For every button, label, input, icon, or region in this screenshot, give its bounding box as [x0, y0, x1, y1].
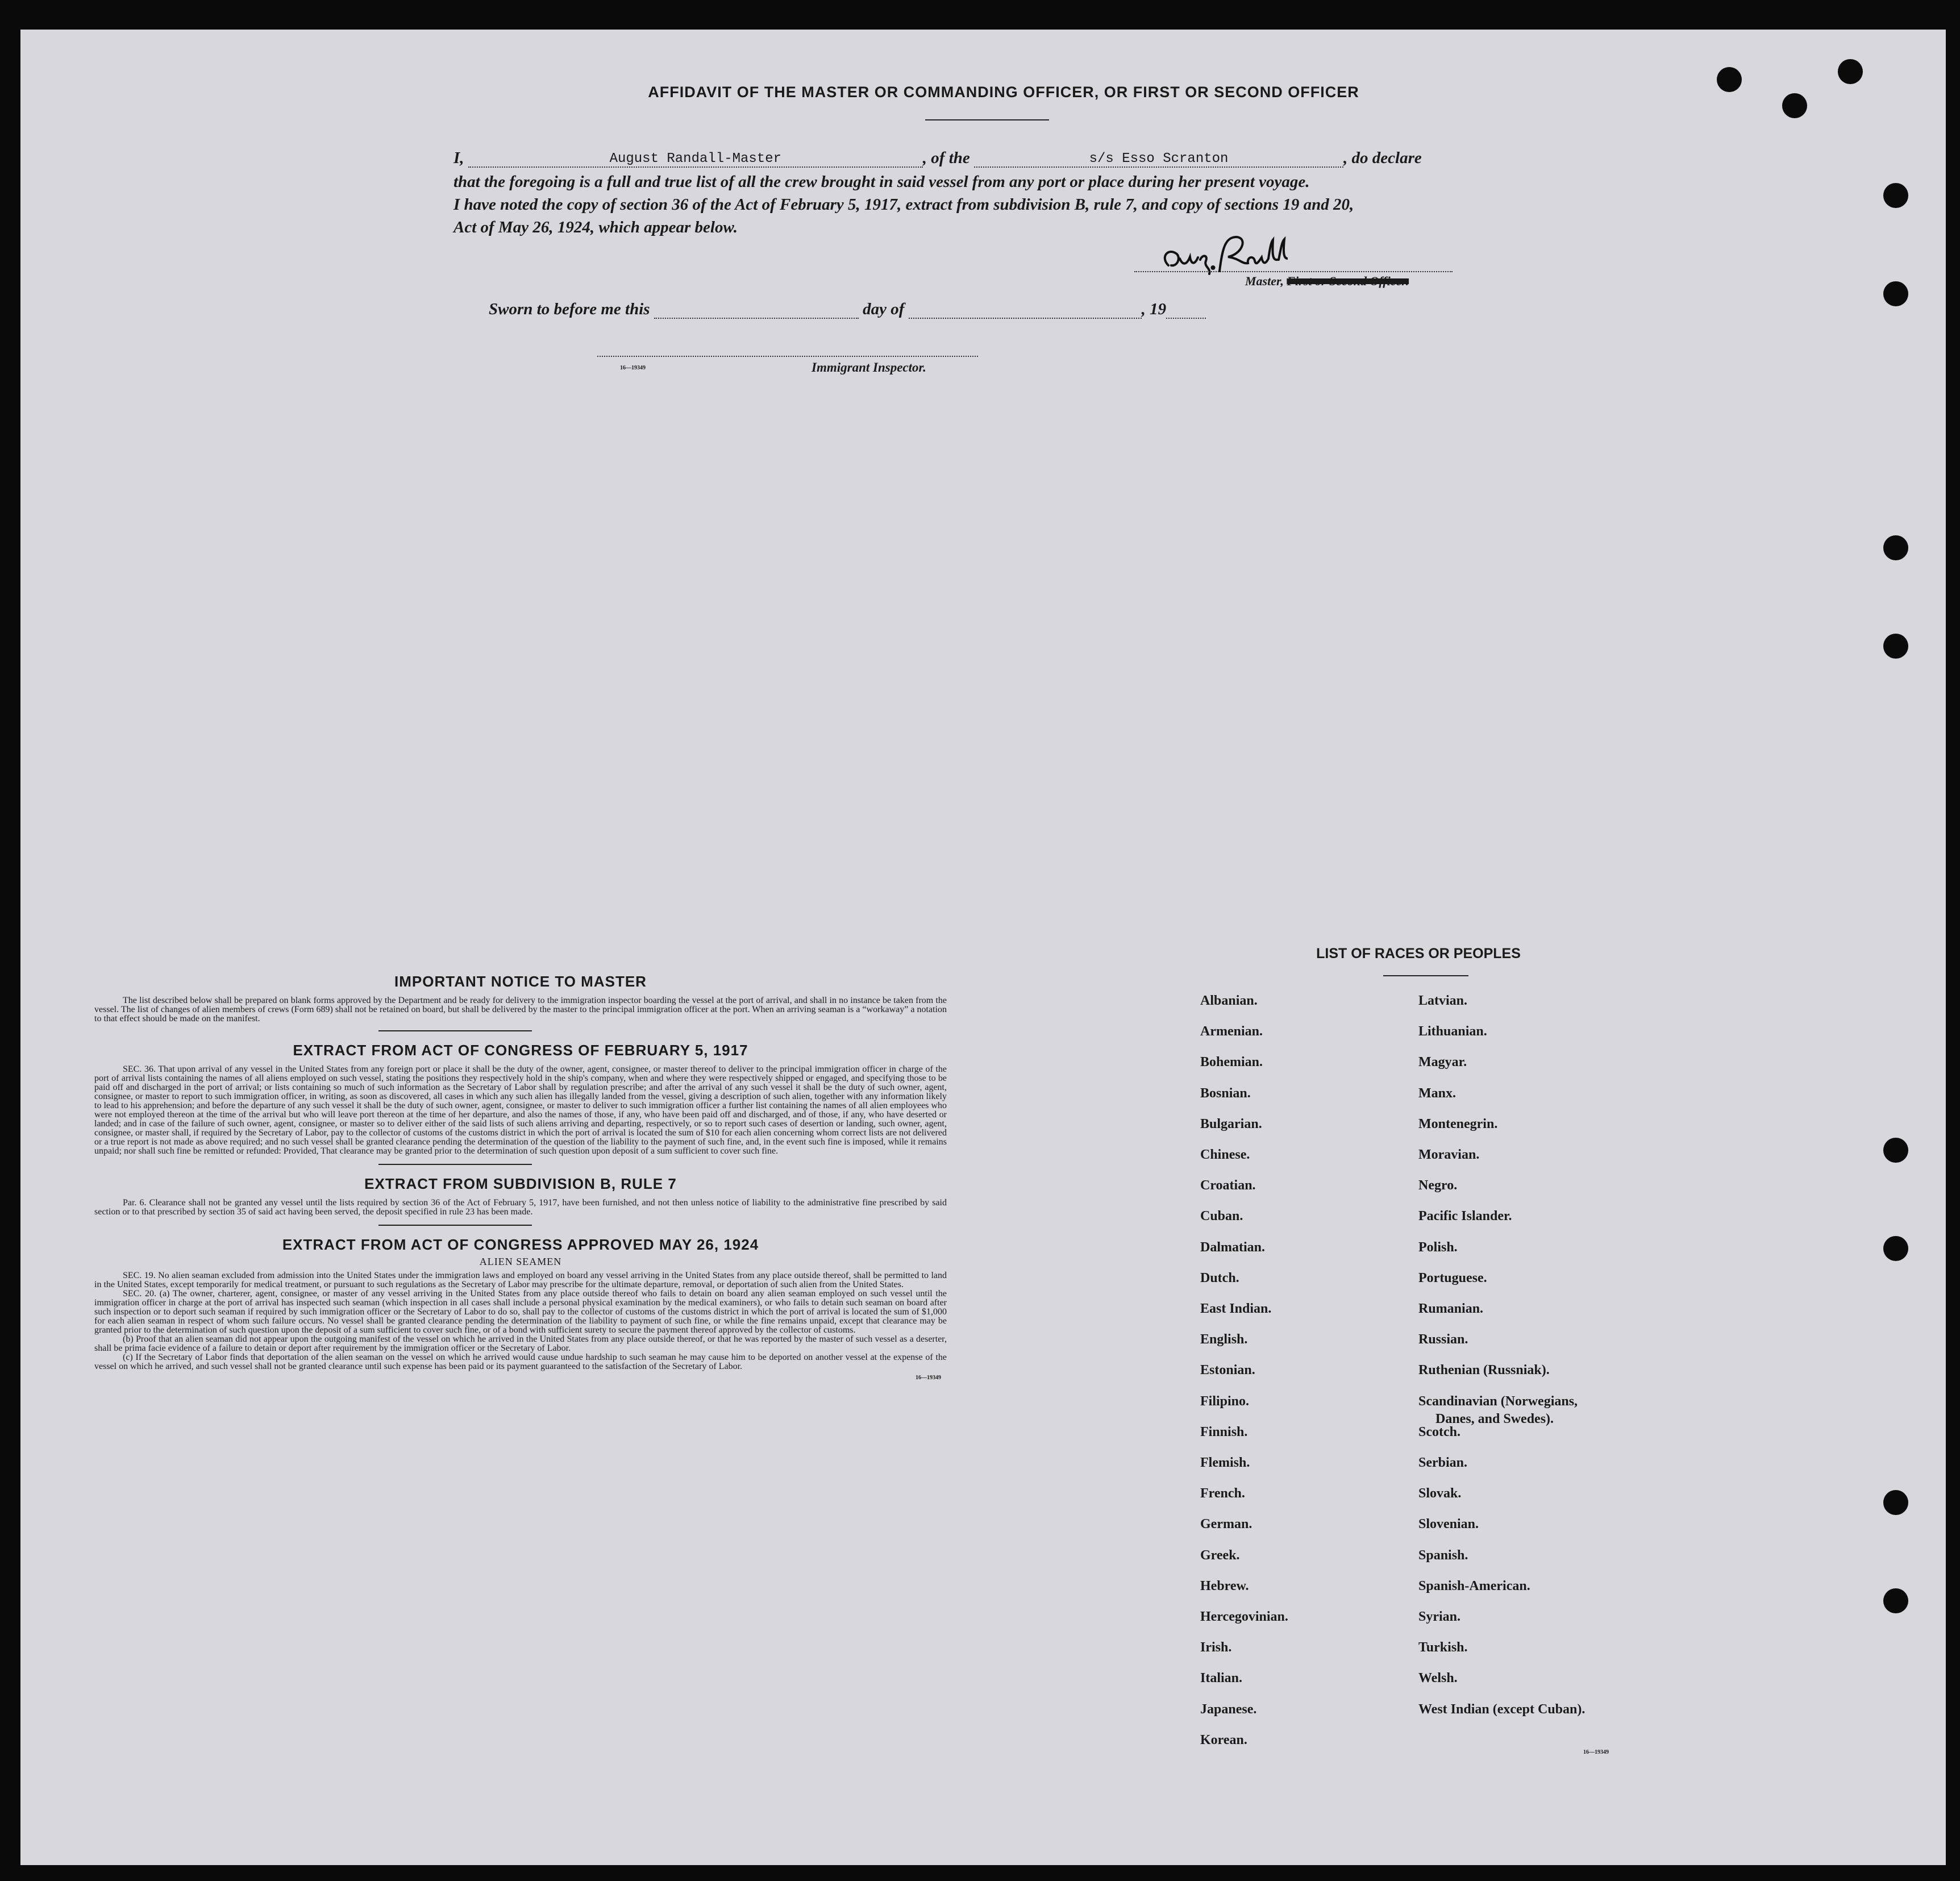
punch-hole: [1883, 535, 1908, 560]
races-title-rule: [1383, 975, 1468, 976]
race-item: Japanese.: [1200, 1701, 1257, 1717]
race-item: Slovenian.: [1418, 1517, 1479, 1532]
races-right-column: [1418, 993, 1759, 1789]
extract-1917-text: SEC. 36. That upon arrival of any vessel in the United States from any foreign port or place it shall be the duty of the owner, agent, consignee, or master thereof to deliver to the principal immigration officer in charge of the port of arrival lists containing the names of all aliens employed on such vessel, stating the positions they respectively hold in the ship's company, when and where they were respectively shipped or engaged, and specifying those to be paid off and discharged in the port of arrival; or lists containing so much of such information as the Secretary of Labor shall by regulation prescribe; and after the arrival of any such vessel it shall be the duty of such owner, agent, consignee, or master to report to such immigration officer, in writing, as soon as discovered, all cases in which any such alien has illegally landed from the vessel, giving a description of such alien, together with any information likely to lead to his apprehension; and before the departure of any such vessel it shall be the duty of such owner, agent, consignee, or master to deliver to such immigration officer a further list containing the names of all alien employees who were not employed thereon at the time of the arrival but who will leave port thereon at the time of her departure, and also the names of those, if any, who have been paid off and discharged, and of those, if any, who have deserted or landed; and in case of the failure of such owner, agent, consignee, or master so to deliver either of the said lists of such aliens arriving and departing, respectively, or so to report such cases of desertion or landing, such owner, agent, consignee, or master shall, if required by the Secretary of Labor, pay to the collector of customs of the customs district in which the port of arrival is located the sum of $10 for each alien concerning whom correct lists are not delivered or a true report is not made as above required; and no such vessel shall be granted clearance pending the determination of the question of the liability to the payment of such fine, and, in the event such fine is imposed, while it remains unpaid; nor shall such fine be remitted or refunded: Provided, That clearance may be granted prior to the determination of such question upon deposit of a sum sufficient to cover such fine.: [94, 1064, 947, 1156]
inspector-caption: Immigrant Inspector.: [812, 360, 926, 374]
race-item: Chinese.: [1200, 1147, 1250, 1162]
race-item: Flemish.: [1200, 1455, 1250, 1470]
race-item: Danes, and Swedes).: [1435, 1411, 1554, 1426]
race-item: Irish.: [1200, 1640, 1232, 1655]
race-item: Portuguese.: [1418, 1270, 1487, 1285]
sworn-day-field[interactable]: [654, 303, 859, 319]
race-item: Serbian.: [1418, 1455, 1468, 1470]
sworn-line: [489, 300, 1206, 319]
sworn-year-field[interactable]: [1166, 303, 1206, 319]
affidavit-title: AFFIDAVIT OF THE MASTER OR COMMANDING OFFICER, OR FIRST OR SECOND OFFICER: [648, 84, 1359, 101]
race-item: Hercegovinian.: [1200, 1609, 1288, 1624]
race-item: Ruthenian (Russniak).: [1418, 1363, 1550, 1378]
affidavit-text: , do declare: [1343, 149, 1422, 167]
race-item: Polish.: [1418, 1239, 1458, 1255]
punch-hole: [1883, 1236, 1908, 1261]
punch-hole: [1782, 93, 1807, 118]
extract-rule7-heading: EXTRACT FROM SUBDIVISION B, RULE 7: [364, 1175, 677, 1192]
race-item: West Indian (except Cuban).: [1418, 1701, 1586, 1717]
race-item: Croatian.: [1200, 1178, 1256, 1193]
sworn-text: day of: [863, 300, 905, 318]
section-rule: [378, 1030, 532, 1031]
race-item: Scandinavian (Norwegians,: [1418, 1393, 1578, 1409]
race-item: Cuban.: [1200, 1209, 1243, 1224]
race-item: English.: [1200, 1332, 1248, 1347]
race-item: Finnish.: [1200, 1424, 1248, 1439]
race-item: East Indian.: [1200, 1301, 1272, 1316]
race-item: Scotch.: [1418, 1424, 1460, 1439]
race-item: Rumanian.: [1418, 1301, 1484, 1316]
race-item: Russian.: [1418, 1332, 1468, 1347]
sworn-text: Sworn to before me this: [489, 300, 650, 318]
section-rule: [378, 1225, 532, 1226]
race-item: Spanish.: [1418, 1547, 1468, 1563]
punch-hole: [1717, 67, 1742, 92]
sec-20a-text: SEC. 20. (a) The owner, charterer, agent, consignee, or master of any vessel arriving in the United States from any place outside thereof who fails to detain on board any alien seaman employed on such vessel until the immigration officer in charge at the port of arrival has inspected such seaman (which inspection in all cases shall include a personal physical examination by the medical examiners), or who fails to detain such seaman on board after such inspection or to deport such seaman if required by such immigration officer or the Secretary of Labor to do so, shall pay to the collector of customs of the customs district in which the port of arrival is located the sum of $1,000 for each alien seaman in respect of whom such failure occurs. No vessel shall be granted clearance pending the determination of the liability to payment of such fine, or while the fine remains unpaid, except that clearance may be granted prior to the determination of such question upon the deposit of a sum sufficient to cover such fine, or of a bond with sufficient surety to secure the payment thereof approved by the collector of customs.: [94, 1289, 947, 1335]
section-rule: [378, 1164, 532, 1165]
race-item: Bosnian.: [1200, 1085, 1251, 1101]
signature-caption: [1245, 274, 1409, 289]
form-number: 16—19349: [1583, 1749, 1609, 1755]
races-left-column: [1200, 993, 1456, 1789]
legal-notices: [94, 973, 947, 1381]
alien-seamen-subheading: ALIEN SEAMEN: [479, 1256, 562, 1267]
race-item: Armenian.: [1200, 1024, 1263, 1039]
race-item: Bohemian.: [1200, 1055, 1263, 1070]
affidavit-text: , of the: [922, 149, 970, 167]
punch-hole: [1883, 1490, 1908, 1515]
race-item: Lithuanian.: [1418, 1024, 1487, 1039]
race-item: Bulgarian.: [1200, 1116, 1262, 1131]
race-item: Dalmatian.: [1200, 1239, 1265, 1255]
race-item: German.: [1200, 1517, 1252, 1532]
affidavit-line-3: I have noted the copy of section 36 of the Act of February 5, 1917, extract from subdivision B, rule 7, and copy of sections 19 and 20,: [453, 195, 1354, 214]
race-item: Italian.: [1200, 1671, 1243, 1686]
affidavit-line-2: that the foregoing is a full and true list of all the crew brought in said vessel from any port or place during her present voyage.: [453, 173, 1310, 191]
race-item: Greek.: [1200, 1547, 1240, 1563]
punch-hole: [1883, 1588, 1908, 1613]
affidavit-line-4: Act of May 26, 1924, which appear below.: [453, 218, 738, 236]
sec-20b-text: (b) Proof that an alien seaman did not appear upon the outgoing manifest of the vessel on which he arrived in the United States from any place outside thereof, or that he was reported by the master of such vessel as a deserter, shall be prima facie evidence of a failure to detain or deport after requirement by the immigration officer or the Secretary of Labor.: [94, 1334, 947, 1353]
race-item: Estonian.: [1200, 1363, 1255, 1378]
races-title: LIST OF RACES OR PEOPLES: [1316, 946, 1521, 962]
sec-20c-text: (c) If the Secretary of Labor finds that deportation of the alien seaman on the vessel on which he arrived would cause undue hardship to such seaman he may cause him to be deported on another vessel at the expense of the vessel on which he arrived, and such vessel shall not be granted clearance until such expense has been paid or its payment guaranteed to the satisfaction of the Secretary of Labor.: [94, 1353, 947, 1371]
master-name-field[interactable]: August Randall-Master: [468, 151, 923, 168]
race-item: Latvian.: [1418, 993, 1468, 1008]
race-item: Welsh.: [1418, 1671, 1458, 1686]
punch-hole: [1883, 183, 1908, 208]
inspector-rule: [597, 356, 978, 357]
race-item: Manx.: [1418, 1085, 1456, 1101]
race-item: Moravian.: [1418, 1147, 1480, 1162]
extract-1924-heading: EXTRACT FROM ACT OF CONGRESS APPROVED MAY 26, 1924: [282, 1236, 759, 1253]
form-number: 16—19349: [620, 365, 646, 371]
punch-hole: [1883, 281, 1908, 306]
signature-caption-struck: First or Second Officer.: [1287, 274, 1409, 288]
sworn-text: , 19: [1141, 300, 1167, 318]
race-item: Spanish-American.: [1418, 1578, 1530, 1593]
form-number: 16—19349: [916, 1375, 941, 1381]
extract-1917-heading: EXTRACT FROM ACT OF CONGRESS OF FEBRUARY 5, 1917: [293, 1042, 748, 1059]
sworn-month-field[interactable]: [909, 303, 1142, 319]
signature-caption-master: Master,: [1245, 274, 1284, 288]
race-item: Turkish.: [1418, 1640, 1468, 1655]
race-item: Hebrew.: [1200, 1578, 1249, 1593]
race-item: Pacific Islander.: [1418, 1209, 1512, 1224]
vessel-name-field[interactable]: s/s Esso Scranton: [974, 151, 1343, 168]
race-item: Negro.: [1418, 1178, 1458, 1193]
affidavit-line-1: [453, 149, 1422, 168]
race-item: Magyar.: [1418, 1055, 1467, 1070]
title-rule: [925, 119, 1049, 120]
extract-rule7-text: Par. 6. Clearance shall not be granted any vessel until the lists required by section 36 of the Act of February 5, 1917, have been furnished, and not then unless notice of liability to the administrative fine prescribed by said section or to that prescribed by section 35 of said act having been served, the deposit specified in rule 23 has been made.: [94, 1198, 947, 1217]
race-item: Albanian.: [1200, 993, 1258, 1008]
race-item: Filipino.: [1200, 1393, 1250, 1409]
race-item: French.: [1200, 1486, 1245, 1501]
notice-heading: IMPORTANT NOTICE TO MASTER: [394, 973, 647, 990]
affidavit-text: I,: [453, 149, 464, 167]
document-sheet: [20, 30, 1946, 1865]
punch-hole: [1883, 634, 1908, 659]
punch-hole: [1883, 1138, 1908, 1163]
race-item: Montenegrin.: [1418, 1116, 1498, 1131]
sec-19-text: SEC. 19. No alien seaman excluded from admission into the United States under the immigration laws and employed on board any vessel arriving in the United States from any place outside thereof, shall be permitted to land in the United States, except temporarily for medical treatment, or pursuant to such regulations as the Secretary of Labor may prescribe for the ultimate departure, removal, or deportation of such alien from the United States.: [94, 1271, 947, 1289]
race-item: Dutch.: [1200, 1270, 1239, 1285]
punch-hole: [1838, 59, 1863, 84]
race-item: Slovak.: [1418, 1486, 1462, 1501]
notice-text: The list described below shall be prepared on blank forms approved by the Department and be ready for delivery to the immigration inspector boarding the vessel at the port of arrival, and shall in no instance be taken from the vessel. The list of changes of alien members of crews (Form 689) shall not be retained on board, but shall be delivered by the master to the principal immigration officer at the port. When an arriving seaman is a “workaway” a notation to that effect should be made on the manifest.: [94, 996, 947, 1023]
race-item: Syrian.: [1418, 1609, 1461, 1624]
signature-rule: [1134, 271, 1453, 272]
race-item: Korean.: [1200, 1732, 1247, 1747]
